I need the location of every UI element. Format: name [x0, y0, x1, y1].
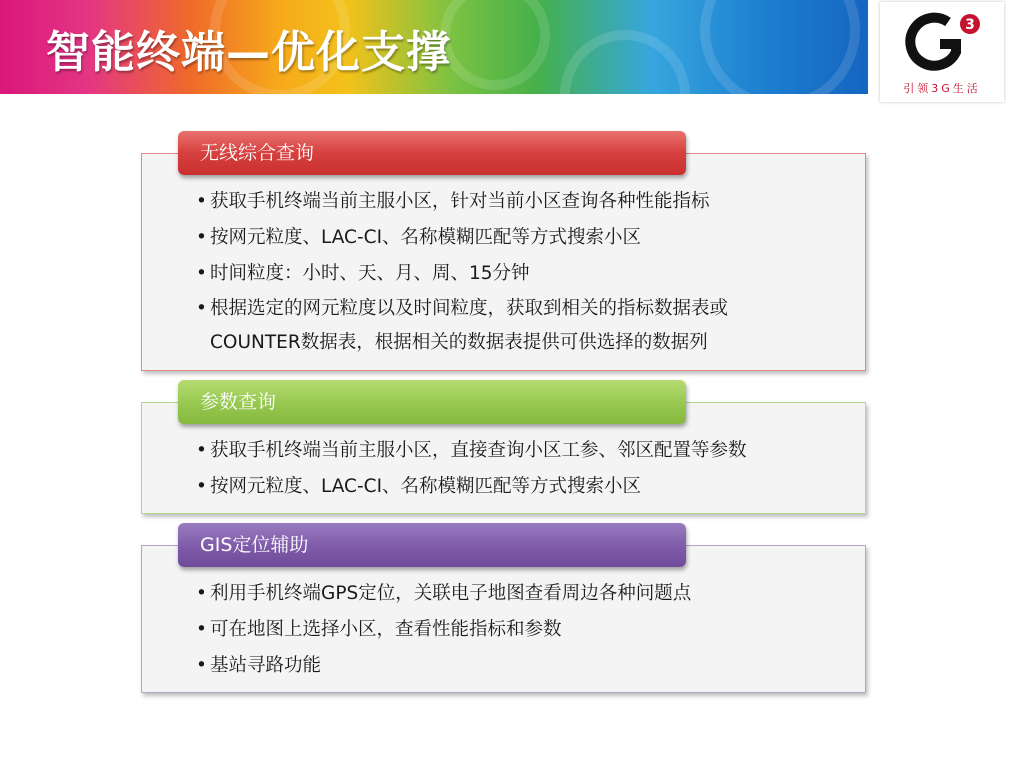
page-title: 智能终端—优化支撑 [46, 27, 451, 78]
list-item: • 获取手机终端当前主服小区，直接查询小区工参、邻区配置等参数 [196, 433, 747, 469]
list-item: • 按网元粒度、LAC-CI、名称模糊匹配等方式搜索小区 [196, 469, 747, 505]
panel-heading-gis-positioning: GIS定位辅助 [178, 523, 686, 567]
g3-logo-icon [904, 8, 984, 74]
wireless-query-list [196, 184, 790, 360]
panel-heading-parameter-query: 参数查询 [178, 380, 686, 424]
list-item: • 根据选定的网元粒度以及时间粒度，获取到相关的指标数据表或COUNTER数据表，根据相关的数据表提供可供选择的数据列 [196, 292, 790, 360]
gis-positioning-list [196, 576, 691, 684]
parameter-query-list [196, 433, 747, 505]
logo-tagline: 引领3G生活 [903, 82, 981, 95]
list-item: • 获取手机终端当前主服小区，针对当前小区查询各种性能指标 [196, 184, 790, 220]
list-item: • 利用手机终端GPS定位，关联电子地图查看周边各种问题点 [196, 576, 691, 612]
decorative-swirl [700, 0, 860, 94]
header-banner [0, 0, 868, 94]
decorative-swirl [560, 30, 690, 94]
panel-heading-wireless-query: 无线综合查询 [178, 131, 686, 175]
decorative-swirl [440, 0, 550, 90]
brand-logo [880, 2, 1004, 102]
logo-superscript: 3 [965, 17, 975, 33]
list-item: • 时间粒度：小时、天、月、周、15分钟 [196, 256, 790, 292]
list-item: • 基站寻路功能 [196, 648, 691, 684]
list-item: • 按网元粒度、LAC-CI、名称模糊匹配等方式搜索小区 [196, 220, 790, 256]
list-item: • 可在地图上选择小区，查看性能指标和参数 [196, 612, 691, 648]
